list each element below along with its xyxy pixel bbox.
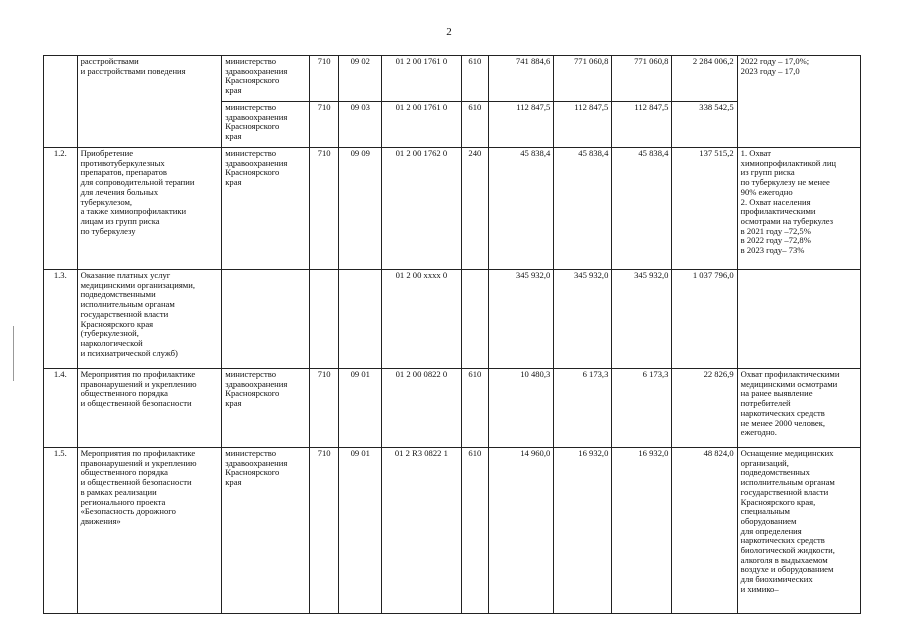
rzpr-code: 09 01 — [339, 369, 382, 448]
budget-table — [43, 55, 861, 614]
page-number: 2 — [446, 26, 452, 38]
table-row — [44, 270, 861, 369]
row-number: 1.2. — [44, 148, 78, 270]
amount-2021: 45 838,4 — [489, 148, 554, 270]
ministry: министерство здравоохранения Красноярского края — [222, 102, 310, 148]
amount-2023: 45 838,4 — [612, 148, 672, 270]
amount-total: 48 824,0 — [672, 448, 737, 614]
amount-total: 2 284 006,2 — [672, 56, 737, 102]
row-number — [44, 56, 78, 148]
amount-total: 22 826,9 — [672, 369, 737, 448]
vr-code: 610 — [461, 448, 489, 614]
vr-code — [461, 270, 489, 369]
amount-2023: 16 932,0 — [612, 448, 672, 614]
expected-result — [737, 270, 860, 369]
amount-2021: 345 932,0 — [489, 270, 554, 369]
amount-2023: 112 847,5 — [612, 102, 672, 148]
csr-code: 01 2 00 0822 0 — [382, 369, 461, 448]
activity-name: Мероприятия по профилактике правонарушений и укреплению общественного порядка и общественной безопасности — [77, 369, 222, 448]
expected-result: 1. Охват химиопрофилактикой лиц из групп риска по туберкулезу не менее 90% ежегодно 2. Охват населения профилактическими осмотрами на туберкулез в 2021 году –72,5% в 2022 году –72,8% в 2023 году– 73% — [737, 148, 860, 270]
vr-code: 240 — [461, 148, 489, 270]
rzpr-code: 09 03 — [339, 102, 382, 148]
csr-code: 01 2 00 1762 0 — [382, 148, 461, 270]
rzpr-code: 09 02 — [339, 56, 382, 102]
rzpr-code: 09 09 — [339, 148, 382, 270]
activity-name: Приобретение противотуберкулезных препаратов, препаратов для сопроводительной терапии для лечения больных туберкулезом, а также химиопрофилактики лицам из групп риска по туберкулезу — [77, 148, 222, 270]
table-row — [44, 369, 861, 448]
grbs-code: 710 — [309, 102, 339, 148]
activity-name: расстройствами и расстройствами поведения — [77, 56, 222, 148]
row-number: 1.3. — [44, 270, 78, 369]
amount-2023: 6 173,3 — [612, 369, 672, 448]
ministry: министерство здравоохранения Красноярского края — [222, 448, 310, 614]
grbs-code: 710 — [309, 369, 339, 448]
ministry: министерство здравоохранения Красноярского края — [222, 148, 310, 270]
ministry — [222, 270, 310, 369]
amount-2021: 14 960,0 — [489, 448, 554, 614]
csr-code: 01 2 00 1761 0 — [382, 56, 461, 102]
row-number: 1.4. — [44, 369, 78, 448]
amount-2022: 45 838,4 — [554, 148, 612, 270]
amount-total: 338 542,5 — [672, 102, 737, 148]
ministry: министерство здравоохранения Красноярского края — [222, 369, 310, 448]
amount-2023: 771 060,8 — [612, 56, 672, 102]
grbs-code: 710 — [309, 448, 339, 614]
amount-2022: 6 173,3 — [554, 369, 612, 448]
amount-2023: 345 932,0 — [612, 270, 672, 369]
amount-2022: 771 060,8 — [554, 56, 612, 102]
grbs-code: 710 — [309, 56, 339, 102]
expected-result: Охват профилактическими медицинскими осмотрами на ранее выявление потребителей наркотических средств не менее 2000 человек, ежегодно. — [737, 369, 860, 448]
table-row — [44, 56, 861, 102]
amount-2022: 16 932,0 — [554, 448, 612, 614]
rzpr-code — [339, 270, 382, 369]
amount-2021: 741 884,6 — [489, 56, 554, 102]
grbs-code — [309, 270, 339, 369]
table-row — [44, 148, 861, 270]
grbs-code: 710 — [309, 148, 339, 270]
amount-2022: 112 847,5 — [554, 102, 612, 148]
csr-code: 01 2 R3 0822 1 — [382, 448, 461, 614]
amount-2022: 345 932,0 — [554, 270, 612, 369]
vr-code: 610 — [461, 102, 489, 148]
rzpr-code: 09 01 — [339, 448, 382, 614]
row-number: 1.5. — [44, 448, 78, 614]
csr-code: 01 2 00 1761 0 — [382, 102, 461, 148]
vr-code: 610 — [461, 369, 489, 448]
amount-2021: 10 480,3 — [489, 369, 554, 448]
activity-name: Оказание платных услуг медицинскими организациями, подведомственными исполнительным органам государственной власти Красноярского края (туберкулезной, наркологической и психиатрической служб) — [77, 270, 222, 369]
expected-result: 2022 году – 17,0%; 2023 году – 17,0 — [737, 56, 860, 148]
vr-code: 610 — [461, 56, 489, 102]
expected-result: Оснащение медицинских организаций, подведомственных исполнительным органам государственной власти Красноярского края, специальным оборудованием для определения наркотических средств биологической жидкости, алкоголя в выдыхаемом воздухе и оборудованием для биохимических и химико– — [737, 448, 860, 614]
amount-total: 137 515,2 — [672, 148, 737, 270]
ministry: министерство здравоохранения Красноярского края — [222, 56, 310, 102]
scan-margin-mark — [13, 326, 14, 381]
amount-2021: 112 847,5 — [489, 102, 554, 148]
csr-code: 01 2 00 xxxx 0 — [382, 270, 461, 369]
table-row — [44, 448, 861, 614]
amount-total: 1 037 796,0 — [672, 270, 737, 369]
activity-name: Мероприятия по профилактике правонарушений и укреплению общественного порядка и общественной безопасности в рамках реализации регионального проекта «Безопасность дорожного движения» — [77, 448, 222, 614]
